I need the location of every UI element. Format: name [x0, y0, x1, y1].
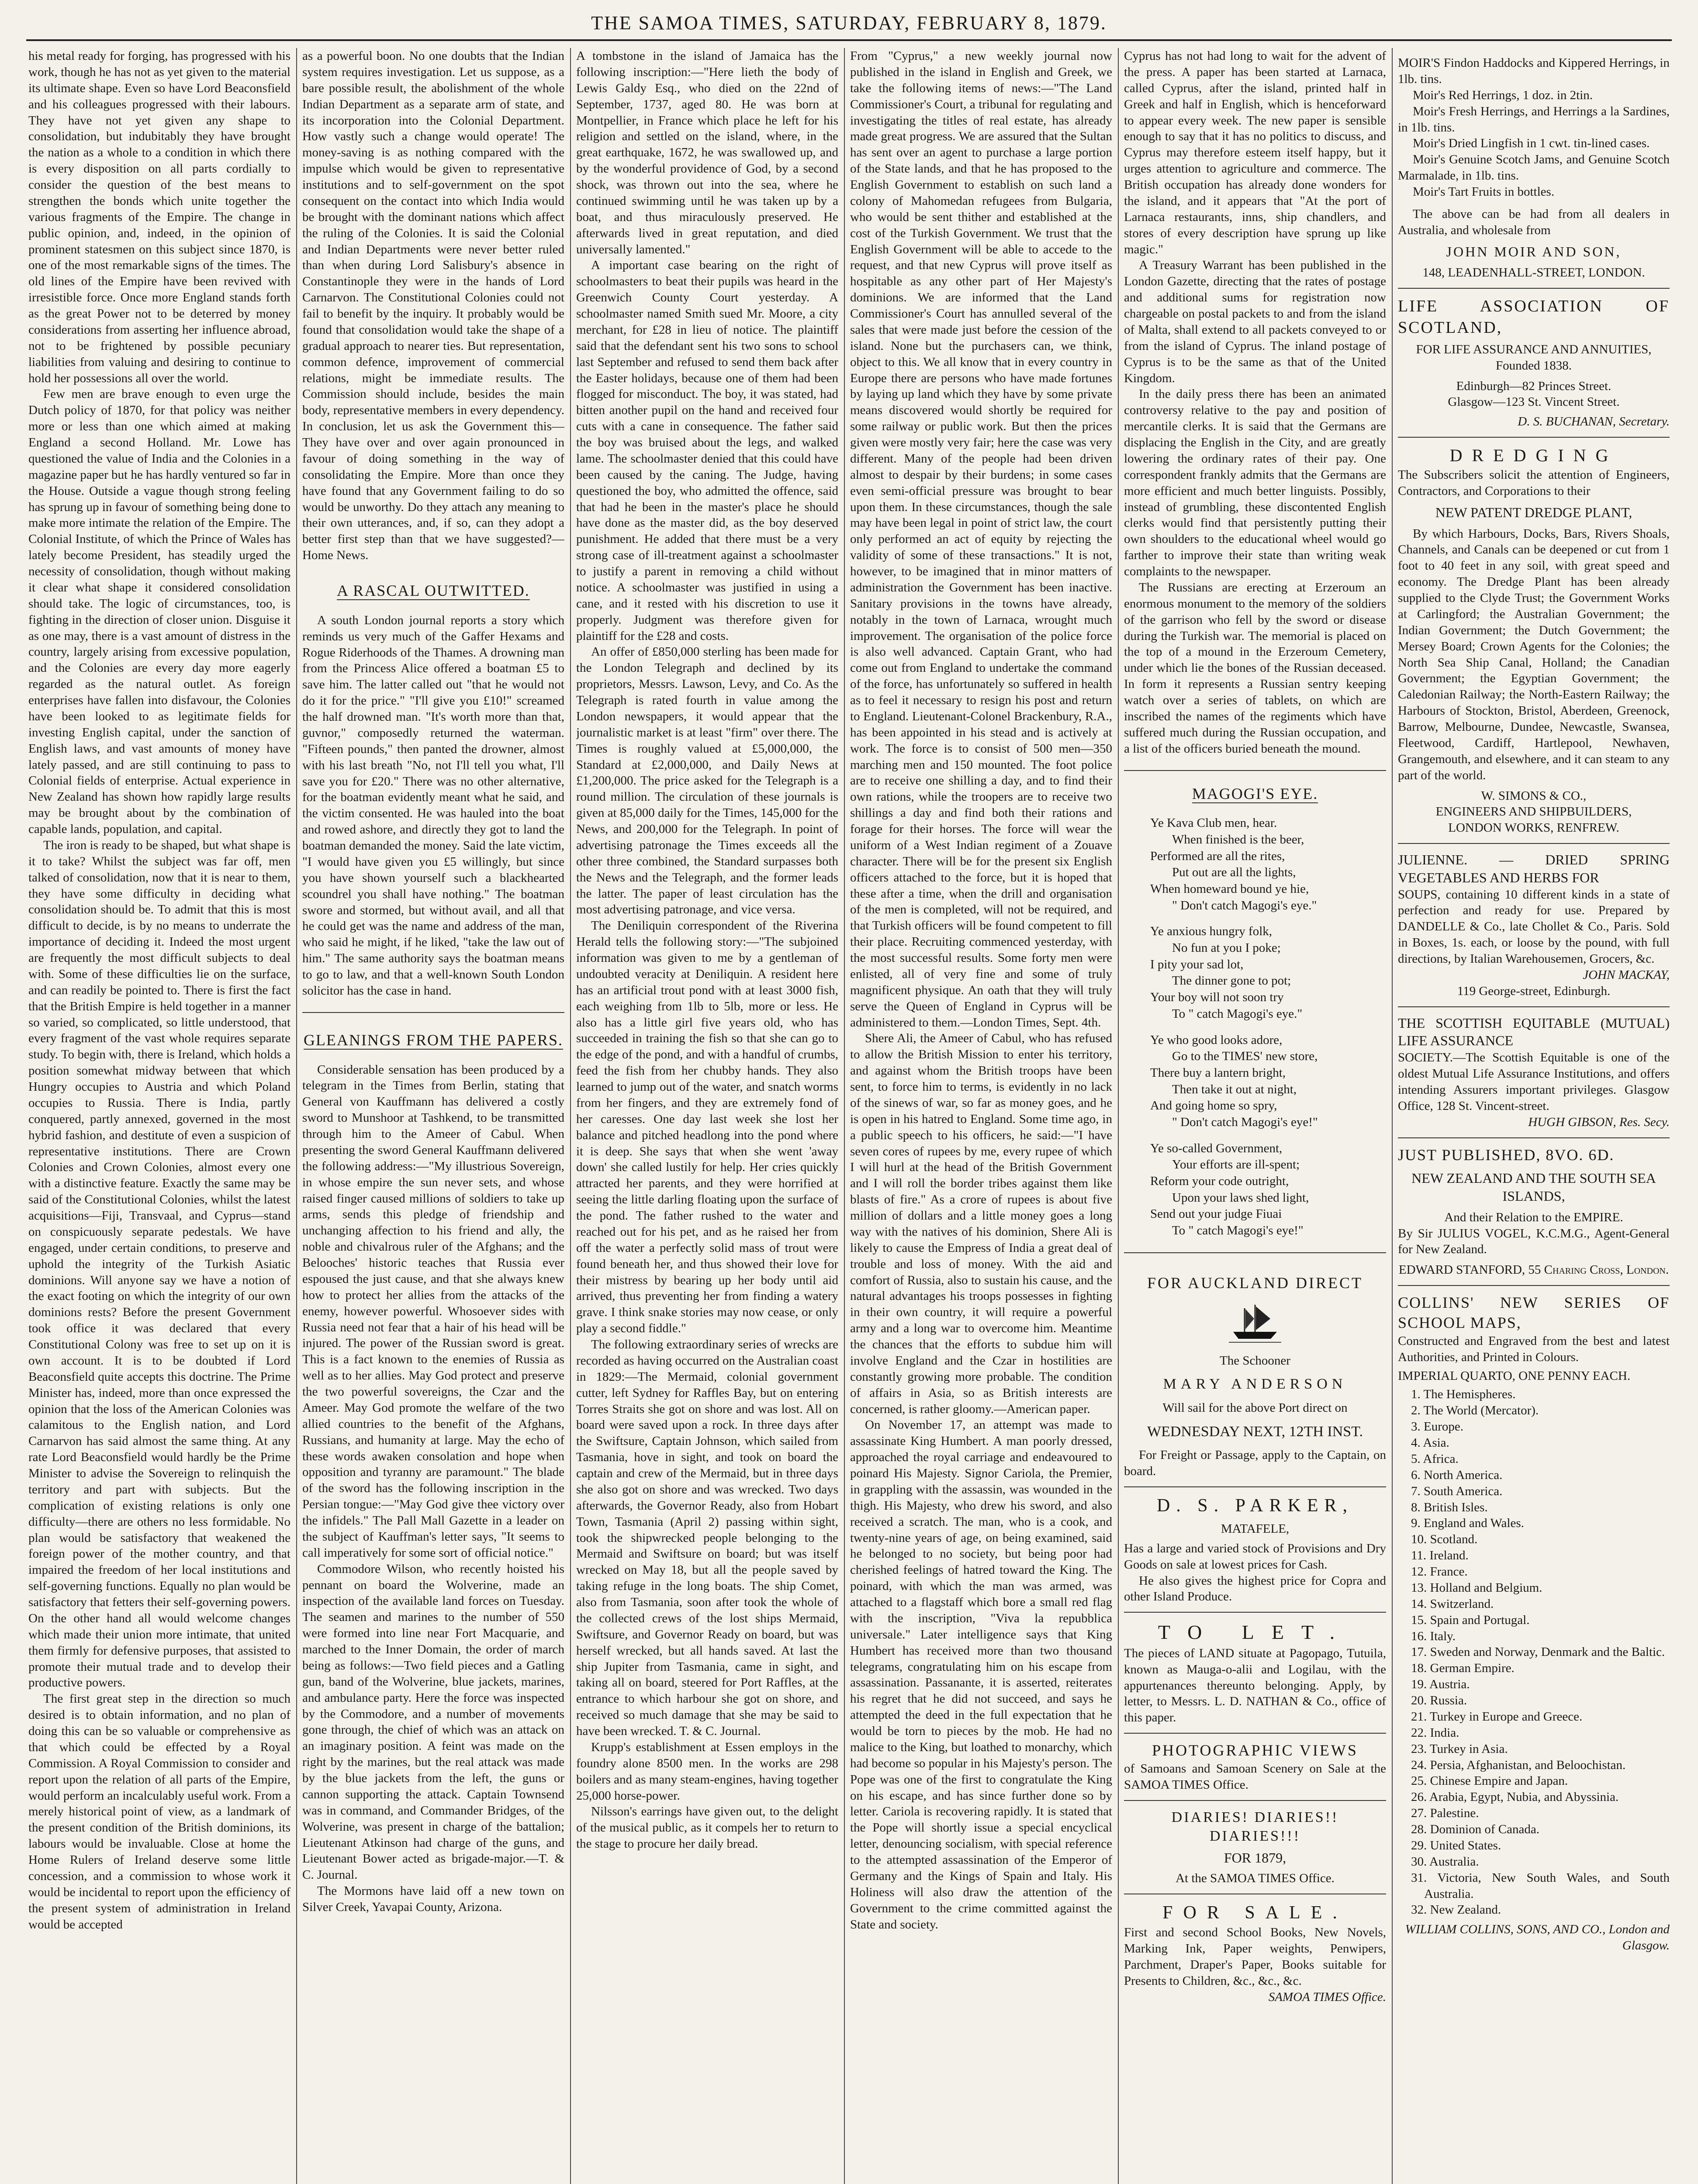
ad-line: of Samoans and Samoan Scenery on Sale at the SAMOA TIMES Office. — [1124, 1761, 1386, 1792]
poem-line: " Don't catch Magogi's eye." — [1172, 898, 1317, 912]
ad-line: Moir's Dried Lingfish in 1 cwt. tin-lined cases. — [1413, 136, 1650, 151]
col3-paragraph-5: The following extraordinary series of wrecks are recorded as having occurred on the Australian coast in 1829:—The Mermaid, colonial government cutter, left Sydney for Raffles Bay, but on entering Torres Straits she got on shore and was lost. All on board were saved upon a rock. In three days after the Swiftsure, Captain Johnson, which sailed from Tasmania, hove in sight, and took on board the captain and crew of the Mermaid, but in three days she also got on shore and was wrecked. Two days afterwards, the Governor Ready, also from Hobart Town, Tasmania (April 2) passing within sight, took the shipwrecked people belonging to the Mermaid and Swiftsure on board; but was itself wrecked on May 18, but all the people saved by taking refuge in the long boats. The ship Comet, also from Tasmania, soon after took the whole of the collected crews of the lost ships Mermaid, Swiftsure, and Governor Ready on board, but was herself wrecked, but all hands saved. At last the ship Jupiter from Tasmania, came in sight, and taking all on board, steered for Port Raffles, at the entrance to which harbour she got on shore, and received so much damage that she may be said to have been wrecked. T. & C. Journal. — [576, 1337, 838, 1738]
list-item: 1. The Hemispheres. — [1411, 1387, 1516, 1402]
column-2 — [302, 48, 564, 2184]
col3-paragraph-7: Nilsson's earrings have given out, to the delight of the musical public, as it compels her to return to the stage to procure her daily bread. — [576, 1804, 838, 1851]
ad-title: PHOTOGRAPHIC VIEWS — [1152, 1742, 1358, 1759]
column-divider — [296, 48, 297, 2184]
ad-line: Moir's Genuine Scotch Jams, and Genuine Scotch Marmalade, in 1lb. tins. — [1398, 152, 1670, 183]
ad-title: DREDGING — [1449, 446, 1618, 466]
ad-line: Moir's Fresh Herrings, and Herrings a la Sardines, in 1lb. tins. — [1398, 104, 1670, 135]
poem-magogis-eye — [1124, 815, 1386, 1239]
poem-line: To " catch Magogi's eye." — [1172, 1006, 1303, 1021]
list-item: 15. Spain and Portugal. — [1411, 1613, 1530, 1627]
column-4 — [850, 48, 1112, 2184]
ad-line: By which Harbours, Docks, Bars, Rivers Shoals, Channels, and Canals can be deepened or cut from 1 foot to 40 feet in any soil, with great speed and economy. The Dredge Plant has been already supplied to the Clyde Trust; the Government Works at Carlingford; the Australian Government; the Indian Government; the Dutch Government; the Mersey Board; Crown Agents for the Colonies; the North Sea Ship Canal, Holland; the Canadian Government; the Egyptian Government; the Caledonian Railway; the North-Eastern Railway; the Harbours of Stockton, Bristol, Aberdeen, Greenock, Barrow, Melbourne, Dundee, Newcastle, Swansea, Fleetwood, Cardiff, Hartlepool, Newhaven, Grangemouth, and elsewhere, and it can steam to any part of the world. — [1398, 526, 1670, 782]
ad-line: FOR 1879, — [1224, 1850, 1286, 1866]
ad-line: MOIR'S Findon Haddocks and Kippered Herrings, in 1lb. tins. — [1398, 56, 1670, 86]
ad-line: LONDON WORKS, RENFREW. — [1448, 821, 1619, 835]
poem-line: When finished is the beer, — [1172, 832, 1304, 847]
section-rule — [1124, 1252, 1386, 1253]
poem-line: I pity your sad lot, — [1150, 957, 1244, 971]
ad-line: Moir's Red Herrings, 1 doz. in 2tin. — [1413, 88, 1593, 102]
list-item: 27. Palestine. — [1411, 1806, 1479, 1821]
ad-line: ENGINEERS AND SHIPBUILDERS, — [1435, 805, 1632, 819]
ad-subtitle: MATAFELE, — [1221, 1521, 1290, 1536]
ad-title: LIFE ASSOCIATION OF SCOTLAND, — [1398, 297, 1670, 337]
ad-line: The above can be had from all dealers in Australia, and wholesale from — [1398, 207, 1670, 237]
column-1 — [28, 48, 290, 2184]
poem-line: When homeward bound ye hie, — [1150, 882, 1309, 896]
ad-line: Founded 1838. — [1496, 358, 1572, 373]
ad-diaries — [1124, 1801, 1386, 1894]
ad-signature: HUGH GIBSON, Res. Secy. — [1528, 1115, 1670, 1129]
ad-ship-name: MARY ANDERSON — [1163, 1376, 1347, 1393]
col2-paragraph-5: The Mormons have laid off a new town on Silver Creek, Yavapai County, Arizona. — [302, 1884, 564, 1914]
ad-title: DIARIES! DIARIES!! DIARIES!!! — [1171, 1809, 1339, 1844]
column-divider — [1118, 48, 1119, 2184]
masthead — [26, 10, 1672, 36]
list-item: 21. Turkey in Europe and Greece. — [1411, 1709, 1583, 1724]
list-item: 20. Russia. — [1411, 1693, 1467, 1707]
column-5 — [1124, 48, 1386, 2184]
col1-paragraph-4: The first great step in the direction so much desired is to obtain information, and no plan of doing this can be so valuable or comprehensive as that which could be effected by a Royal Commission. A Royal Commission to consider and report upon the relation of all parts of the Empire, would perform an incalculably useful work. From a merely historical point of view, as a landmark of the present condition of the British dominions, its labours would be invaluable. Close at home the Home Rulers of Ireland deserve some little concession, and a commission to whose work it would be incidental to report upon the efficiency of the present system of administration in Ireland would be accepted — [28, 1692, 290, 1932]
ad-title: FOR SALE. — [1162, 1902, 1348, 1923]
list-item: 7. South America. — [1411, 1484, 1503, 1498]
ad-line: First and second School Books, New Novels, Marking Ink, Paper weights, Penwipers, Parchment, Draper's Paper, Books suitable for Presents to Children, &c., &c., &c. — [1124, 1925, 1386, 1988]
poem-line: There buy a lantern bright, — [1150, 1065, 1286, 1080]
col3-paragraph-4: The Deniliquin correspondent of the Riverina Herald tells the following story:—"The subjoined information was given to me by a gentleman of undoubted veracity at Deniliquin. A resident here has an artificial trout pond with at least 3000 fish, each weighing from 1lb to 5lb, more or less. He also has a little girl five years old, who has succeeded in training the fish so that she can go to the edge of the pond, and with a handful of crumbs, feed the fish from her chubby hands. They also learned to jump out of the water, and snatch worms from her fingers, and they are extremely fond of her caresses. One day last week she lost her balance and pitched headlong into the pond where it is deep. She says that when she went 'away down' she called lustily for help. Her cries quickly attracted her parents, and they were horrified at seeing the little darling floating upon the surface of the pond. The father rushed to the water and reached out for his pet, and as he raised her from off the water a perfectly solid mass of trout were found beneath her, and thus showed their love for their mistress by bearing up her body until aid arrived, thus preventing her from finding a watery grave. I think snake stories may now cease, or only play a second fiddle." — [576, 919, 838, 1336]
list-item: 19. Austria. — [1411, 1677, 1470, 1692]
list-item: 18. German Empire. — [1411, 1661, 1515, 1676]
ad-line: Edinburgh—82 Princes Street. — [1456, 379, 1612, 393]
ad-life-association-scotland — [1398, 289, 1670, 438]
list-item: 17. Sweden and Norway, Denmark and the Baltic. — [1411, 1645, 1665, 1659]
poem-line: To " catch Magogi's eye!" — [1172, 1223, 1304, 1238]
list-item: 25. Chinese Empire and Japan. — [1411, 1774, 1568, 1788]
ad-photographic-views — [1124, 1734, 1386, 1801]
ad-line: The Subscribers solicit the attention of Engineers, Contractors, and Corporations to their — [1398, 468, 1670, 498]
list-item: 2. The World (Mercator). — [1411, 1403, 1539, 1418]
ad-signature: SAMOA TIMES Office. — [1268, 1990, 1386, 2004]
poem-stanza — [1124, 815, 1386, 914]
poem-line: Ye so-called Government, — [1150, 1141, 1283, 1155]
ad-line: IMPERIAL QUARTO, ONE PENNY EACH. — [1398, 1368, 1631, 1383]
poem-line: Go to the TIMES' new store, — [1172, 1049, 1318, 1064]
column-divider — [1392, 48, 1393, 2184]
ad-ds-parker — [1124, 1487, 1386, 1613]
section-rule — [1124, 770, 1386, 771]
poem-line: Reform your code outright, — [1150, 1174, 1289, 1189]
list-item: 11. Ireland. — [1411, 1548, 1469, 1563]
ad-company: W. SIMONS & CO., — [1481, 788, 1587, 803]
list-item: 16. Italy. — [1411, 1629, 1456, 1643]
ship-icon — [1229, 1301, 1281, 1345]
list-item: 28. Dominion of Canada. — [1411, 1822, 1539, 1836]
list-item: 8. British Isles. — [1411, 1500, 1488, 1514]
ad-title: TO LET. — [1158, 1621, 1352, 1644]
column-6 — [1398, 48, 1670, 2184]
poem-line: The dinner gone to pot; — [1172, 974, 1291, 988]
ad-line: Glasgow—123 St. Vincent Street. — [1448, 395, 1620, 409]
ad-scottish-equitable — [1398, 1007, 1670, 1138]
poem-line: Ye Kava Club men, hear. — [1150, 816, 1277, 830]
poem-line: Your boy will not soon try — [1150, 990, 1284, 1005]
list-item: 5. Africa. — [1411, 1451, 1459, 1466]
col1-paragraph-2: Few men are brave enough to even urge the Dutch policy of 1870, for that policy was neither more or less than one which aimed at making England a second Holland. Mr. Lowe has questioned the value of India and the Colonies in a magazine paper but he has hardly ventured so far in the House. Outside a vague though strong feeling has sprung up in favour of something being done to make more intimate the relation of the Empire. The Colonial Institute, of which the Prince of Wales has lately become President, has steadily urged the necessity of consolidation, though without making it clear what shape it considered consolidation should take. The logic of circumstances, too, is fighting in the direction of closer union. Disguise it as one may, there is a vast amount of distress in the country, largely arising from excessive population, and the Colonies are every day more eagerly regarded as the natural outlet. As foreign enterprises have fallen into disfavour, the Colonies have been looked to as legitimate fields for investing English capital, under the sanction of English laws, and vast amounts of money have lately passed, and are still continuing to pass to Colonial fields of enterprise. Actual experience in New Zealand has shown how rapidly large results may be brought about by the combination of capable lands, population, and capital. — [28, 387, 290, 836]
poem-line: Your efforts are ill-spent; — [1172, 1158, 1300, 1172]
ad-line: And their Relation to the EMPIRE. — [1444, 1210, 1623, 1224]
ad-line: SOUPS, containing 10 different kinds in a state of perfection and ready for use. Prepared by DANDELLE & Co., late Chollet & Co., Paris. Sold in Boxes, 1s. each, or loose by the pound, with full directions, by Italian Warehousemen, Grocers, &c. — [1398, 887, 1670, 966]
column-divider — [570, 48, 571, 2184]
ad-line: Moir's Tart Fruits in bottles. — [1413, 185, 1555, 199]
poem-line: And going home so spry, — [1150, 1099, 1277, 1113]
list-item: 9. England and Wales. — [1411, 1516, 1524, 1531]
ad-line: By Sir JULIUS VOGEL, K.C.M.G., Agent-General for New Zealand. — [1398, 1226, 1670, 1257]
col2-paragraph-1: as a powerful boon. No one doubts that the Indian system requires investigation. Let us suppose, as a bare possible result, the abolishment of the whole Indian Department as a separate arm of state, and its incorporation into the Colonial Department. How vastly such a change would operate! The money-saving is as nothing compared with the impulse which would be given to representative institutions and to self-government on the spot consequent on the contact into which India would be brought with the dominant nations which affect the ruling of the Colonies. It is said the Colonial and Indian Departments were never better ruled than when during Lord Salisbury's absence in Constantinople they were in the hands of Lord Carnarvon. The Constitutional Colonies could not fail to benefit by the inquiry. It probably would be found that consolidation would take the shape of a gradual approach to nearer ties. But representation, common defence, improvement of commercial relations, might be immediate results. The Commission should include, besides the main body, representative members in every dependency. In conclusion, let us ask the Government this—They have over and over again pronounced in favour of doing something in the way of consolidating the Empire. More than once they have found that any Government failing to do so would be unworthy. Do they attach any meaning to their own utterances, and, if so, can they adopt a better first step than that we have suggested?—Home News. — [302, 49, 564, 563]
ad-title: COLLINS' NEW SERIES OF SCHOOL MAPS, — [1398, 1294, 1670, 1331]
list-item: 4. Asia. — [1411, 1436, 1449, 1450]
masthead-rule — [26, 39, 1672, 41]
ad-title: D. S. PARKER, — [1156, 1495, 1354, 1516]
ad-auckland-direct — [1124, 1266, 1386, 1487]
ad-title: THE SCOTTISH EQUITABLE (MUTUAL) LIFE ASSURANCE — [1398, 1015, 1670, 1049]
ad-collins-school-maps — [1398, 1286, 1670, 1961]
col4-paragraph-2: Shere Ali, the Ameer of Cabul, who has refused to allow the British Mission to enter his territory, and against whom the British troops have been sent, to force him to terms, is evidently in no lack of the sinews of war, so far as money goes, and he is open in his hatred to England. Some time ago, in a public speech to his officers, he said:—"I have seven cores of rupees by me, every rupee of which I will hurl at the head of the British Government and I will roll the border tribes against them like blasts of fire." As a crore of rupees is about five million of dollars and a little money goes a long way with the natives of his dominion, Shere Ali is likely to cause the Empress of India a great deal of trouble and loss of money. With the aid and comfort of Russia, also to sustain his cause, and the natural advantages his troops possesses in fighting in their own country, it will require a powerful army and a long war to overcome him. Meantime the chances that the efforts to subdue him will involve England and the Czar in hostilities are constantly growing more probable. The condition of affairs in Asia, so as British interests are concerned, is rather gloomy.—American paper. — [850, 1031, 1112, 1416]
ad-julienne — [1398, 844, 1670, 1007]
ad-line: Has a large and varied stock of Provisions and Dry Goods on sale at lowest prices for Cash. — [1124, 1541, 1386, 1572]
col3-paragraph-3: An offer of £850,000 sterling has been made for the London Telegraph and declined by its proprietors, Messrs. Lawson, Levy, and Co. As the Telegraph is rated fourth in value among the London newspapers, it would appear that the journalistic market is at least "firm" over there. The Times is roughly valued at £5,000,000, the Standard at £2,000,000, and Daily News at £1,200,000. The price asked for the Telegraph is a round million. The circulation of these journals is given at 85,000 daily for the Times, 145,000 for the News, and 200,000 for the Telegraph. In point of advertising patronage the Times exceeds all the other three combined, the Standard surpasses both the News and the Telegraph, and the former leads the latter. The paper of least circulation has the most advertising patronage, and vice versa. — [576, 645, 838, 917]
ad-title: JUST PUBLISHED, 8VO. 6D. — [1398, 1146, 1615, 1164]
poem-stanza — [1124, 1140, 1386, 1239]
poem-line: Upon your laws shed light, — [1172, 1190, 1309, 1205]
ad-line: SOCIETY.—The Scottish Equitable is one of the oldest Mutual Life Assurance Institutions, and offers intending Assurers important privileges. Glasgow Office, 128 St. Vincent-street. — [1398, 1051, 1670, 1113]
ad-company: JOHN MOIR AND SON, — [1446, 243, 1622, 259]
col5-paragraph-4: The Russians are erecting at Erzeroum an enormous monument to the memory of the soldiers of the garrison who fell by the sword or disease during the Turkish war. The memorial is placed on the top of a mound in the Erzeroum Cemetery, under which lie the bones of the Russian deceased. In form it represents a Russian sentry keeping watch over a series of tablets, on which are inscribed the names of the regiments which have suffered much during the Russian occupation, and a list of the officers buried beneath the mound. — [1124, 580, 1386, 756]
poem-line: Ye who good looks adore, — [1150, 1033, 1283, 1047]
poem-line: " Don't catch Magogi's eye!" — [1172, 1115, 1318, 1129]
col3-paragraph-1: A tombstone in the island of Jamaica has the following inscription:—"Here lieth the body of Lewis Galdy Esq., who died on the 22nd of September, 1737, aged 80. He was born at Montpellier, in France which place he left for his religion and settled on the island, where, in the great earthquake, 1672, he was swallowed up, and by the wonderful providence of God, by a second shock, was thrown out into the sea, where he continued swimming until he was taken up by a boat, and thus miraculously preserved. He afterwards lived in great reputation, and died universally lamented." — [576, 49, 838, 256]
poem-stanza — [1124, 1032, 1386, 1131]
ad-line: NEW ZEALAND AND THE SOUTH SEA ISLANDS, — [1411, 1170, 1656, 1204]
poem-line: Then take it out at night, — [1172, 1082, 1297, 1096]
ad-signature: D. S. BUCHANAN, Secretary. — [1518, 415, 1670, 429]
list-item: 6. North America. — [1411, 1468, 1503, 1482]
column-divider — [844, 48, 845, 2184]
headline-rascal-outwitted: A RASCAL OUTWITTED. — [337, 582, 530, 599]
list-item: 24. Persia, Afghanistan, and Beloochistan. — [1411, 1758, 1626, 1772]
list-item: 26. Arabia, Egypt, Nubia, and Abyssinia. — [1411, 1790, 1619, 1804]
ad-signature: JOHN MACKAY, — [1583, 968, 1670, 982]
poem-line: Send out your judge Fiuai — [1150, 1207, 1282, 1221]
poem-title: MAGOGI'S EYE. — [1192, 784, 1318, 802]
list-item: 32. New Zealand. — [1411, 1903, 1501, 1917]
ad-just-published — [1398, 1138, 1670, 1286]
ad-title: JULIENNE. — DRIED SPRING VEGETABLES AND HERBS FOR — [1398, 852, 1670, 885]
ad-line: He also gives the highest price for Copra and other Island Produce. — [1124, 1573, 1386, 1604]
col3-paragraph-6: Krupp's establishment at Essen employs in the foundry alone 8500 men. In the works are 298 boilers and as many steam-engines, having together 25,000 horse-power. — [576, 1740, 838, 1803]
list-item: 12. France. — [1411, 1565, 1468, 1579]
column-3 — [576, 48, 838, 2184]
ad-line: The pieces of LAND situate at Pagopago, Tutuila, known as Mauga-o-alii and Logilau, with the appurtenances thereunto belonging. Apply, by letter, to Messrs. L. D. NATHAN & Co., office of this paper. — [1124, 1646, 1386, 1725]
list-item: 30. Australia. — [1411, 1854, 1479, 1869]
headline-gleanings: GLEANINGS FROM THE PAPERS. — [303, 1031, 564, 1049]
ad-line: Will sail for the above Port direct on — [1162, 1400, 1348, 1415]
list-item: 29. United States. — [1411, 1838, 1501, 1852]
col3-paragraph-2: A important case bearing on the right of schoolmasters to beat their pupils was heard in the Greenwich County Court yesterday. A schoolmaster named Smith sued Mr. Moore, a city merchant, for £28 in lieu of notice. The plaintiff said that the defendant sent his two sons to school last September and refused to send them back after the Easter holidays, because one of them had been flogged for misconduct. The boy, it was stated, had bitten another pupil on the hand and received four cuts with a cane in consequence. The father said the boy was bruised about the legs, and walked lame. The schoolmaster denied that this could have been caused by the caning. The Judge, having questioned the boy, who admitted the offence, said that had he been in the master's place he should have done as the master did, as the boy deserved punishment. He added that there must be a very strong case of ill-treatment against a schoolmaster to justify a parent in removing a child without notice. A schoolmaster was justified in using a cane, and it rested with his discretion to use it properly. Judgment was therefore given for plaintiff for the £28 and costs. — [576, 258, 838, 643]
col5-paragraph-3: In the daily press there has been an animated controversy relative to the pay and position of mercantile clerks. It is said that the Germans are displacing the English in the City, and are greatly lowering the ordinary rates of their pay. One correspondent frankly admits that the Germans are more efficient and much better linguists. Possibly, instead of grumbling, these discontented English clerks would find that persistently putting their own shoulders to the educational wheel would go farther to improve their state than writing weak complaints to the newspaper. — [1124, 387, 1386, 578]
ad-dredging — [1398, 438, 1670, 844]
col4-paragraph-1: From "Cyprus," a new weekly journal now published in the island in English and Greek, we take the following items of news:—"The Land Commissioner's Court, a tribunal for regulating and investigating the titles of real estate, has already made great progress. We are assured that the Sultan has sent over an agent to purchase a large portion of the State lands, and that he has proposed to the English Government to establish on such land a colony of Mahomedan refugees from Bulgaria, who would be sent thither and established at the cost of the Turkish Government. We trust that the English Government will be able to accede to the request, and that new Cyprus will prove itself as hospitable as any other part of Her Majesty's dominions. We are informed that the Land Commissioner's Court has annulled several of the sales that were made just before the cession of the island. None but the purchasers can, we think, object to this. We all know that in every country in Europe there are persons who have made fortunes by laying up land which they have by some private means discovered would shortly be required for some railway or public work. But then the prices given were mostly very fair; here the case was very different. Many of the people had been driven almost to despair by their burdens; in some cases even semi-official pressure was brought to bear upon them. In these circumstances, though the sale may have been legal in point of strict law, the court only performed an act of equity by rejecting the validity of some of these transactions." It is not, however, to be imagined that in minor matters of administration the Government has been inactive. Sanitary provisions in the towns have already, notably in the town of Larnaca, wrought much improvement. The organisation of the police force is also well advanced. Captain Grant, who had come out from England to undertake the command of the force, has unfortunately so suffered in health as to feel it necessary to resign his post and return to England. Lieutenant-Colonel Brackenbury, R.A., has been appointed in his stead and is actively at work. The force is to consist of 500 men—350 marching men and 150 mounted. The foot police are to receive one shilling a day, and to find their own rations, while the troopers are to receive two shillings a day and find both their rations and forage for their horses. The force will wear the uniform of a West Indian regiment of a Zouave character. There will be for the present six English officers attached to the force, but it is hoped that these after a time, when the drill and organisation of the men is completed, will not be required, and that Turkish officers will be found competent to fill their place. Recruiting commenced yesterday, with the most successful results. Some forty men were enlisted, all of very fine and some of truly magnificent physique. An oath that they will truly serve the Queen of England in Cyprus will be administered to them.—London Times, Sept. 4th. — [850, 49, 1112, 1030]
col5-paragraph-2: A Treasury Warrant has been published in the London Gazette, directing that the rates of postage and additional sums for registration now chargeable on postal packets to and from the island of Malta, shall extend to all packets conveyed to or from the island of Cyprus. The inland postage of Cyprus is to be the same as that of the United Kingdom. — [1124, 258, 1386, 385]
col2-paragraph-2: A south London journal reports a story which reminds us very much of the Gaffer Hexams and Rogue Riderhoods of the Thames. A drowning man from the Princess Alice offered a boatman £5 to save him. The latter called out "that he would not do it for the price." "I'll give you £10!" screamed the half drowned man. "It's worth more than that, guvnor," composedly returned the waterman. "Fifteen pounds," then panted the drowner, almost with his last breath "No, not I'll tell you what, I'll save you for £20." There was no other alternative, for the boatman evidently meant what he said, and the victim consented. He was hauled into the boat and rowed ashore, and directly they got to land the boatman demanded the money. Said the late victim, "I would have given you £5 willingly, but since you have shown yourself such a blackhearted scoundrel you shall have nothing." The boatman swore and stormed, but without avail, and all that he could get was the name and address of the man, who said he might, if he liked, "take the law out of him." The same authority says the boatman means to go to law, and that a well-known South London solicitor has the case in hand. — [302, 613, 564, 998]
ad-title: FOR AUCKLAND DIRECT — [1147, 1274, 1363, 1292]
ad-for-sale — [1124, 1894, 1386, 2012]
ad-line: The Schooner — [1220, 1353, 1290, 1368]
poem-line: Performed are all the rites, — [1150, 849, 1285, 863]
list-item: 14. Switzerland. — [1411, 1597, 1494, 1611]
ad-moir-provisions — [1398, 48, 1670, 289]
poem-line: Ye anxious hungry folk, — [1150, 924, 1272, 939]
ad-line: FOR LIFE ASSURANCE AND ANNUITIES, — [1416, 342, 1652, 356]
ad-sail-date: WEDNESDAY NEXT, 12TH INST. — [1147, 1423, 1363, 1440]
ad-to-let — [1124, 1613, 1386, 1734]
ad-line: At the SAMOA TIMES Office. — [1176, 1871, 1335, 1885]
col1-paragraph-3: The iron is ready to be shaped, but what shape is it to take? Whilst the subject was far off, men talked of consolidation, now that it is near to them, they have some difficulty in deciding what consolidation should be. To admit that this is most difficult to decide, is by no means to underrate the importance of deciding it. Indeed the most urgent are frequently the most difficult subjects to deal with. Some of these difficulties lie on the surface, and can readily be pointed to. There is first the fact that the British Empire is held together in a manner so varied, so complicated, so little understood, that every fragment of the vast whole requires separate study. To begin with, there is Ireland, which holds a position somewhat midway between that which Hungry occupies to Austria and which Poland occupies to Russia. There is India, partly conquered, partly annexed, governed in the most hybrid fashion, and destitute of even a suspicion of representative institutions. There are Crown Colonies and Crown Colonies, almost every one with a distinctive feature. Exactly the same may be said of the Constitutional Colonies, whilst the latest acquisitions—Fiji, Transvaal, and Cyprus—stand on conspicuously separate pedestals. We have engaged, under certain conditions, to preserve and uphold the integrity of the Turkish Asiatic dominions. Will anyone say we have a notion of the exact footing on which the integrity of our own dominions rests? Before the present Government took office it was declared that every Constitutional Colony was free to set up on it is own account. It is to be doubted if Lord Beaconsfield quite accepts this doctrine. The Prime Minister has, indeed, more than once expressed the opinion that the loss of the American Colonies was calamitous to the English nation, and Lord Carnarvon has said almost the same thing. At any rate Lord Beaconsfield would hardly be the Prime Minister to advise the Sovereign to relinquish the territory and part with subjects. But the complication of existing relations is only one difficulty—there are others no less formidable. No plan would be satisfactory that weakened the foreign power of the mother country, and that impaired the freedom of her local institutions and self-governing functions. Equally no plan would be satisfactory that fetters their self-governing powers. On the other hand all would welcome changes which made their union more intimate, that united them firmly for defensive purposes, that assisted to promote their mutual trade and to develop their productive powers. — [28, 838, 290, 1690]
poem-stanza — [1124, 923, 1386, 1022]
col2-paragraph-3: Considerable sensation has been produced by a telegram in the Times from Berlin, stating that General von Kauffmann has delivered a costly sword to Munshoor at Tashkend, to be transmitted through him to the Ameer of Cabul. When presenting the sword General Kauffmann delivered the following address:—"My illustrious Sovereign, in whose empire the sun never sets, and whose raised finger caused millions of soldiers to take up arms, sends this pledge of friendship and unchanging affection to his friend and ally, the noble and chivalrous ruler of the Afghans; and the Belooches' historic teaches that Russia ever espoused the just cause, and that she always knew how to protect her allies from the attacks of the enemy, however powerful. Whosoever sides with Russia need not fear that a hair of his head will be injured. The power of the Russian sword is great. This is a fact known to the enemies of Russia as well as to her allies. May God protect and preserve the two powerful sovereigns, the Czar and the Ameer. May God promote the welfare of the two allied countries to the benefit of the Afghans, Russians, and humanity at large. May the echo of these words awaken consolation and hope when opposition and tyranny are paramount." The blade of the sword has the following inscription in the Persian tongue:—"May God give thee victory over the infidels." The Pall Mall Gazette in a leader on the subject of Kauffman's letter says, "It seems to call imperatively for some sort of official notice." — [302, 1062, 564, 1560]
poem-line: No fun at you I poke; — [1172, 941, 1281, 955]
list-item: 13. Holland and Belgium. — [1411, 1580, 1542, 1595]
ad-address: 119 George-street, Edinburgh. — [1457, 984, 1611, 998]
ad-line: For Freight or Passage, apply to the Captain, on board. — [1124, 1448, 1386, 1478]
list-item: 3. Europe. — [1411, 1420, 1463, 1434]
col1-paragraph-1: his metal ready for forging, has progressed with his work, though he has not as yet given to the material its ultimate shape. Even so have Lord Beaconsfield and his colleagues progressed with their labours. They have not yet given any shape to consolidation, but indubitably they have brought the nation as a whole to a condition in which there is every disposition on all parts cordially to consider the question of the best means to strengthen the bonds which unite together the various fragments of the Empire. The change in public opinion, and, indeed, in the opinion of prominent statesmen on this subject since 1870, is one of the most remarkable signs of the times. The old lines of the Empire have been revived with irresistible force. Once more England stands forth as the great Power not to be deterred by money considerations from asserting her influence abroad, not to be frightened by possible pecuniary liabilities from valuing and desiring to continue to hold her possessions all over the world. — [28, 49, 290, 385]
list-item: 31. Victoria, New South Wales, and South Australia. — [1411, 1870, 1670, 1901]
col5-paragraph-1: Cyprus has not had long to wait for the advent of the press. A paper has been started at Larnaca, called Cyprus, after the island, printed half in Greek and half in English, which is henceforward to appear every week. The new paper is sensible enough to say that it has no politics to discuss, and Cyprus may therefore esteem itself happy, but it urges attention to agriculture and commerce. The British occupation has already done wonders for the island, and it appears that "At the port of Larnaca restaurants, inns, ship chandlers, and stores of every description have sprung up like magic." — [1124, 49, 1386, 256]
list-item: 23. Turkey in Asia. — [1411, 1742, 1508, 1756]
col2-paragraph-4: Commodore Wilson, who recently hoisted his pennant on board the Wolverine, made an inspection of the available land forces on Tuesday. The seamen and marines to the number of 550 were formed into line near Fort Macquarie, and marched to the Inner Domain, the order of march being as follows:—Two field pieces and a Gatling gun, band of the Wolverine, blue jackets, marines, and ambulance party. Here the force was inspected by the Commodore, and a number of movements gone through, the chief of which was an attack on an imaginary position. A feint was made on the right by the marines, but the real attack was made by the blue jackets from the left, the guns or cannon supporting the attack. Captain Townsend was in command, and Commander Bridges, of the Wolverine, was present in charge of the battalion; Lieutenant Atkinson had charge of the guns, and Lieutenant Bower acted as brigade-major.—T. & C. Journal. — [302, 1562, 564, 1882]
col4-paragraph-3: On November 17, an attempt was made to assassinate King Humbert. A man poorly dressed, approached the royal carriage and endeavoured to poinard His Majesty. Signor Cariola, the Premier, in grappling with the assassin, was wounded in the thigh. His Majesty, who drew his sword, and also received a scratch. The man, who is a cook, and twenty-nine years of age, on being examined, said he belonged to no society, but being poor had cherished feelings of hatred toward the King. The poinard, with which the man was armed, was attached to a flagstaff which bore a small red flag with the inscription, "Viva la repubblica universale." Later intelligence says that King Humbert has received more than two thousand telegrams, congratulating him on his escape from assassination. Passanante, it is asserted, reiterates his regret that he did not succeed, and says he attempted the deed in the full expectation that he would be torn to pieces by the mob. He had no malice to the King, but loathed to monarchy, which had become so popular in his Majesty's person. The Pope was one of the first to congratulate the King on his escape, and has since further done so by letter. Cariola is recovering rapidly. It is stated that the Pope will shortly issue a special encyclical letter, denouncing socialism, with special reference to the attempted assassination of the Emperor of Germany and the Kings of Spain and Italy. His Holiness will also draw the attention of the Government to the crime committed against the State and society. — [850, 1418, 1112, 1932]
ad-line: Constructed and Engraved from the best and latest Authorities, and Printed in Colours. — [1398, 1334, 1670, 1364]
section-rule — [302, 1012, 564, 1013]
maps-list — [1411, 1386, 1670, 1918]
masthead-text: THE SAMOA TIMES, SATURDAY, FEBRUARY 8, 1879. — [591, 12, 1107, 34]
poem-line: Put out are all the lights, — [1172, 865, 1296, 880]
ad-signature: WILLIAM COLLINS, SONS, AND CO., London and Glasgow. — [1405, 1922, 1670, 1953]
list-item: 22. India. — [1411, 1725, 1459, 1740]
list-item: 10. Scotland. — [1411, 1532, 1478, 1547]
ad-line: EDWARD STANFORD, 55 Charing Cross, London. — [1398, 1263, 1669, 1277]
ad-address: 148, LEADENHALL-STREET, LONDON. — [1422, 266, 1645, 280]
ad-line: NEW PATENT DREDGE PLANT, — [1435, 504, 1632, 520]
